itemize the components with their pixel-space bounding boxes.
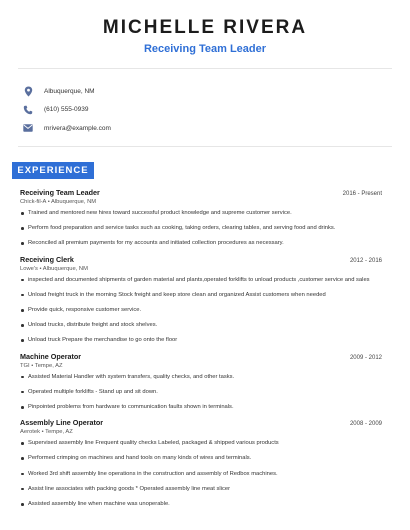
candidate-title: Receiving Team Leader: [143, 43, 267, 55]
job-title: Receiving Team Leader: [20, 188, 100, 197]
job-dates: 2009 - 2012: [349, 354, 382, 361]
job-company: Aerotek • Tempe, AZ: [20, 429, 73, 436]
experience-section-heading: EXPERIENCE: [12, 162, 94, 179]
experience-list: [20, 188, 382, 515]
job-title: Machine Operator: [20, 351, 82, 361]
job-bullet: Worked 3rd shift assembly line operations in the construction and assembly of Redbox machines.: [20, 470, 382, 478]
job-bullets: [20, 439, 382, 508]
job-dates: 2016 - Present: [342, 191, 382, 197]
job-bullet: Operated multiple forklifts - Stand up and sit down.: [20, 388, 382, 396]
job-bullet: Trained and mentored new hires toward successful product knowledge and supreme customer service.: [20, 209, 382, 217]
job-bullet: Performed crimping on machines and hand tools on many kinds of wires and terminals.: [20, 454, 382, 462]
job-bullets: [20, 276, 382, 345]
job-bullet: Assisted Material Handler with system transfers, quality checks, and other tasks.: [20, 373, 382, 381]
job-entry: [20, 418, 382, 508]
contact-phone-text: (610) 555-0939: [44, 106, 89, 113]
job-bullet: Unload freight truck in the morning Stock freight and keep store clean and organized Assist customers when needed: [20, 291, 382, 299]
candidate-name: MICHELLE RIVERA: [102, 17, 308, 38]
job-bullet: inspected and documented shipments of garden material and plants,operated forklifts to unload products ,customer service and sales: [20, 276, 382, 284]
job-bullet: Assist line associates with packing goods * Operated assembly line meat slicer: [20, 485, 382, 493]
job-company: TGI • Tempe, AZ: [20, 362, 63, 369]
job-bullet: Unload trucks, distribute freight and stock shelves.: [20, 321, 382, 329]
job-dates: 2012 - 2016: [349, 257, 382, 264]
phone-icon: [22, 104, 34, 116]
job-company: Lowe's • Albuquerque, NM: [20, 265, 88, 272]
job-bullet: Supervised assembly line Frequent quality checks Labeled, packaged & shipped various products: [20, 439, 382, 447]
job-company: Chick-fil-A • Albuquerque, NM: [20, 199, 97, 205]
contact-location: [22, 82, 111, 100]
job-bullets: [20, 209, 382, 248]
job-bullet: Unload truck Prepare the merchandise to go onto the floor: [20, 336, 382, 344]
resume-header: [0, 0, 410, 56]
job-bullet: Provide quick, responsive customer service.: [20, 306, 382, 314]
header-divider: [18, 68, 392, 69]
job-bullet: Reconciled all premium payments for my accounts and initiated collection procedures as necessary.: [20, 239, 382, 247]
contact-location-text: Albuquerque, NM: [44, 87, 95, 95]
map-pin-icon: [22, 85, 34, 97]
job-dates: 2008 - 2009: [349, 421, 382, 428]
job-entry: [20, 255, 382, 345]
job-bullets: [20, 373, 382, 412]
job-bullet: Perform food preparation and service tasks such as cooking, taking orders, clearing tables, and serving food and drinks.: [20, 224, 382, 232]
job-entry: [20, 188, 382, 248]
contact-list: [22, 82, 111, 138]
job-title: Receiving Clerk: [20, 254, 74, 264]
job-entry: [20, 352, 382, 412]
contact-email-text: mrivera@example.com: [44, 124, 111, 132]
contact-email: [22, 119, 111, 137]
envelope-icon: [22, 122, 34, 134]
contact-phone: [22, 101, 111, 119]
job-title: Assembly Line Operator: [20, 418, 104, 428]
job-bullet: Assisted assembly line when machine was unoperable.: [20, 500, 382, 508]
job-bullet: Pinpointed problems from hardware to communication faults shown in terminals.: [20, 403, 382, 411]
contact-divider: [18, 146, 392, 147]
